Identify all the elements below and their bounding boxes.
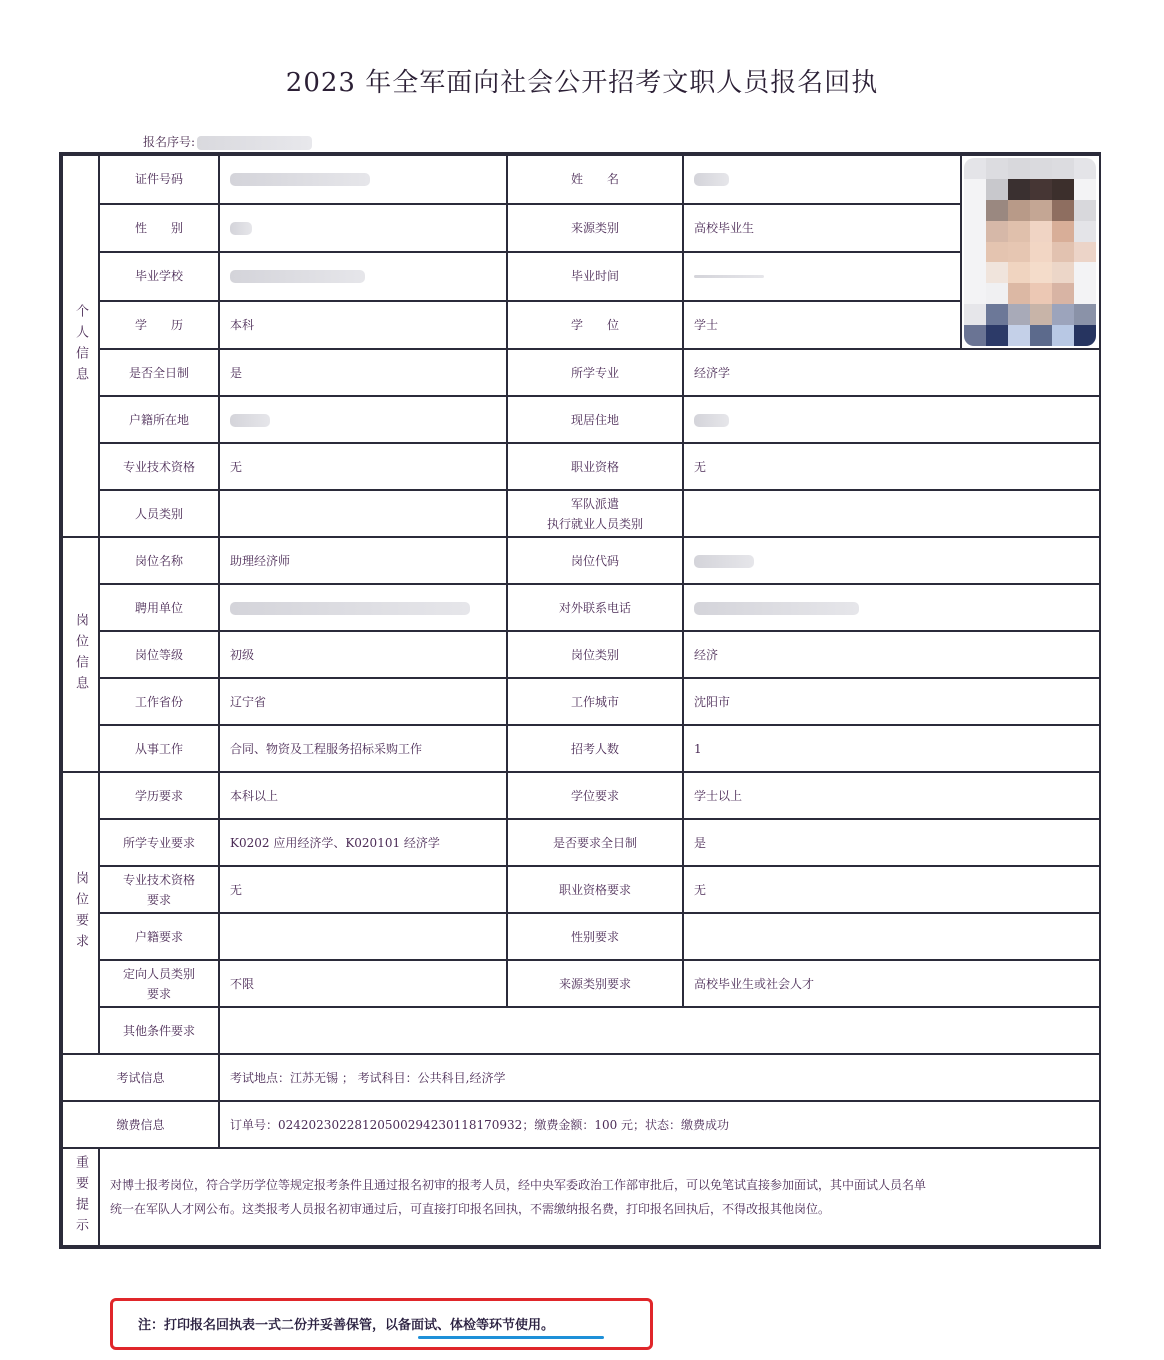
label-req-prof: 职业资格要求 <box>507 866 683 913</box>
label-payment: 缴费信息 <box>62 1101 219 1148</box>
value-degree: 学士 <box>683 301 961 350</box>
value-military-type <box>683 490 1100 537</box>
table-row <box>62 960 1100 1007</box>
value-work: 合同、物资及工程服务招标采购工作 <box>219 725 507 772</box>
highlight-underline <box>418 1336 604 1339</box>
label-education: 学 历 <box>99 301 219 350</box>
value-headcount: 1 <box>683 725 1100 772</box>
redacted-name <box>694 173 729 186</box>
table-row <box>62 349 1100 396</box>
value-prof-qual: 无 <box>683 443 1100 490</box>
redacted-residence <box>694 414 729 427</box>
label-school: 毕业学校 <box>99 252 219 301</box>
value-gender <box>219 204 507 253</box>
receipt-form <box>59 152 1101 1249</box>
value-personnel-type <box>219 490 507 537</box>
redacted-grad-time <box>694 275 764 278</box>
label-level: 岗位等级 <box>99 631 219 678</box>
value-req-degree: 学士以上 <box>683 772 1100 819</box>
label-post-name: 岗位名称 <box>99 537 219 584</box>
table-row <box>62 866 1100 913</box>
label-phone: 对外联系电话 <box>507 584 683 631</box>
table-row <box>62 1007 1100 1054</box>
table-row <box>62 252 1100 301</box>
label-gender: 性 别 <box>99 204 219 253</box>
label-residence: 现居住地 <box>507 396 683 443</box>
redacted-post-code <box>694 555 754 568</box>
label-category: 岗位类别 <box>507 631 683 678</box>
value-city: 沈阳市 <box>683 678 1100 725</box>
section-post: 岗位信息 <box>62 537 99 772</box>
table-row <box>62 725 1100 772</box>
label-name: 姓 名 <box>507 155 683 204</box>
table-row <box>62 631 1100 678</box>
table-row <box>62 913 1100 960</box>
label-req-major: 所学专业要求 <box>99 819 219 866</box>
redacted-phone <box>694 602 859 615</box>
section-requirements: 岗位要求 <box>62 772 99 1054</box>
label-req-source: 来源类别要求 <box>507 960 683 1007</box>
label-req-directed <box>99 960 219 1007</box>
value-phone <box>683 584 1100 631</box>
label-req-directed-line2: 要求 <box>146 986 171 1001</box>
value-req-other <box>219 1007 1100 1054</box>
label-req-directed-line1: 定向人员类别 <box>122 966 195 981</box>
table-row <box>62 1101 1100 1148</box>
value-req-directed: 不限 <box>219 960 507 1007</box>
value-payment: 订单号：02420230228120500294230118170932；缴费金额：100 元；状态：缴费成功 <box>219 1101 1100 1148</box>
label-grad-time: 毕业时间 <box>507 252 683 301</box>
label-req-tech-line1: 专业技术资格 <box>122 872 195 887</box>
value-req-source: 高校毕业生或社会人才 <box>683 960 1100 1007</box>
label-post-code: 岗位代码 <box>507 537 683 584</box>
value-school <box>219 252 507 301</box>
table-row <box>62 819 1100 866</box>
label-req-degree: 学位要求 <box>507 772 683 819</box>
label-req-tech <box>99 866 219 913</box>
label-req-hukou: 户籍要求 <box>99 913 219 960</box>
table-row <box>62 155 1100 204</box>
label-req-fulltime: 是否要求全日制 <box>507 819 683 866</box>
serial-number <box>143 133 312 150</box>
value-fulltime: 是 <box>219 349 507 396</box>
value-req-hukou <box>219 913 507 960</box>
redacted-hukou <box>230 414 270 427</box>
table-row <box>62 772 1100 819</box>
table-row <box>62 301 1100 350</box>
table-row <box>62 490 1100 537</box>
value-post-name: 助理经济师 <box>219 537 507 584</box>
redacted-employer <box>230 602 470 615</box>
label-hukou: 户籍所在地 <box>99 396 219 443</box>
label-id-number: 证件号码 <box>99 155 219 204</box>
page-title: 2023 年全军面向社会公开招考文职人员报名回执 <box>285 68 879 98</box>
label-province: 工作省份 <box>99 678 219 725</box>
redacted-school <box>230 270 365 283</box>
value-tech-qual: 无 <box>219 443 507 490</box>
label-fulltime: 是否全日制 <box>99 349 219 396</box>
value-name <box>683 155 961 204</box>
value-education: 本科 <box>219 301 507 350</box>
value-source: 高校毕业生 <box>683 204 961 253</box>
value-req-major: K0202 应用经济学、K020101 经济学 <box>219 819 507 866</box>
value-post-code <box>683 537 1100 584</box>
table-row <box>62 204 1100 253</box>
section-personal: 个人信息 <box>62 155 99 537</box>
applicant-photo <box>964 158 1096 346</box>
table-row <box>62 537 1100 584</box>
notice-line-2: 统一在军队人才网公布。这类报考人员报名初审通过后，可直接打印报名回执，不需缴纳报名费，打印报名回执后，不得改报其他岗位。 <box>110 1202 831 1216</box>
value-req-fulltime: 是 <box>683 819 1100 866</box>
table-row <box>62 584 1100 631</box>
value-employer <box>219 584 507 631</box>
section-notice: 重要提示 <box>62 1148 99 1246</box>
value-req-education: 本科以上 <box>219 772 507 819</box>
value-residence <box>683 396 1100 443</box>
value-req-tech: 无 <box>219 866 507 913</box>
label-prof-qual: 职业资格 <box>507 443 683 490</box>
label-tech-qual: 专业技术资格 <box>99 443 219 490</box>
label-personnel-type: 人员类别 <box>99 490 219 537</box>
notice-line-1: 对博士报考岗位，符合学历学位等规定报考条件且通过报名初审的报考人员，经中央军委政治工作部审批后，可以免笔试直接参加面试，其中面试人员名单 <box>110 1178 927 1192</box>
redacted-gender <box>230 222 252 235</box>
table-row <box>62 1054 1100 1101</box>
value-level: 初级 <box>219 631 507 678</box>
label-major: 所学专业 <box>507 349 683 396</box>
value-province: 辽宁省 <box>219 678 507 725</box>
label-city: 工作城市 <box>507 678 683 725</box>
value-grad-time <box>683 252 961 301</box>
label-req-tech-line2: 要求 <box>146 892 171 907</box>
footer-note-box <box>110 1298 653 1350</box>
serial-label: 报名序号: <box>143 135 196 149</box>
value-exam: 考试地点：江苏无锡 ； 考试科目：公共科目,经济学 <box>219 1054 1100 1101</box>
value-category: 经济 <box>683 631 1100 678</box>
label-source: 来源类别 <box>507 204 683 253</box>
value-req-prof: 无 <box>683 866 1100 913</box>
value-hukou <box>219 396 507 443</box>
table-row <box>62 396 1100 443</box>
footer-note: 注：打印报名回执表一式二份并妥善保管，以备面试、体检等环节使用。 <box>138 1318 555 1333</box>
label-military-type-line1: 军队派遣 <box>570 496 619 511</box>
redacted-id <box>230 173 370 186</box>
label-employer: 聘用单位 <box>99 584 219 631</box>
label-exam: 考试信息 <box>62 1054 219 1101</box>
label-req-gender: 性别要求 <box>507 913 683 960</box>
label-req-education: 学历要求 <box>99 772 219 819</box>
value-major: 经济学 <box>683 349 1100 396</box>
table-row <box>62 678 1100 725</box>
label-headcount: 招考人数 <box>507 725 683 772</box>
table-row <box>62 443 1100 490</box>
label-military-type <box>507 490 683 537</box>
value-req-gender <box>683 913 1100 960</box>
redacted-serial <box>197 136 312 150</box>
value-id-number <box>219 155 507 204</box>
label-military-type-line2: 执行就业人员类别 <box>546 516 643 531</box>
photo-cell <box>961 155 1100 349</box>
label-degree: 学 位 <box>507 301 683 350</box>
label-work: 从事工作 <box>99 725 219 772</box>
table-row <box>62 1148 1100 1246</box>
label-req-other: 其他条件要求 <box>99 1007 219 1054</box>
notice-content <box>99 1148 1100 1246</box>
